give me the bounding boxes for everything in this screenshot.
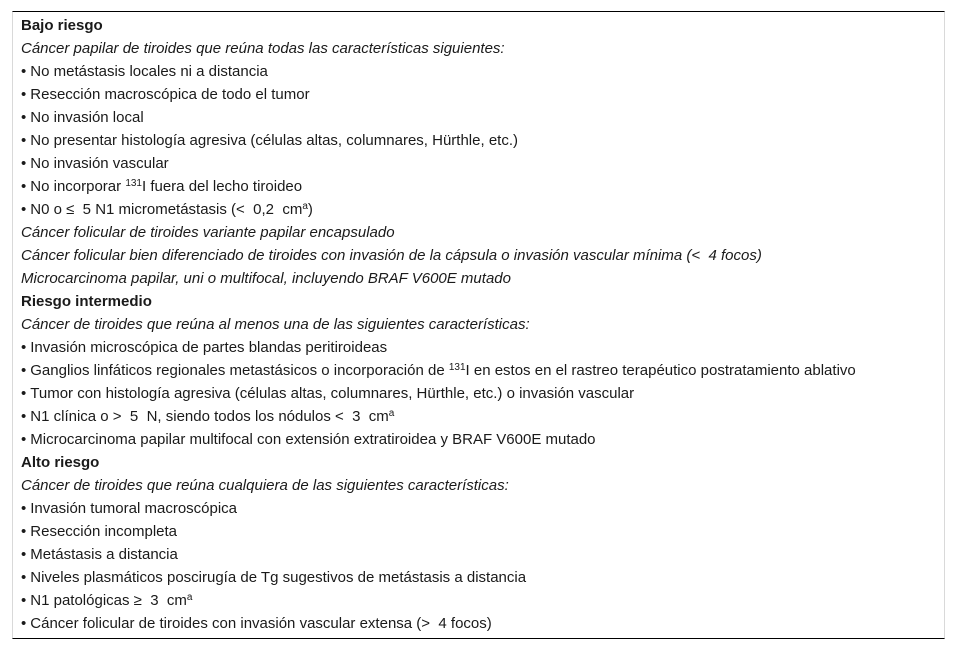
bullet: • — [21, 339, 27, 356]
category-line: Microcarcinoma papilar, uni o multifocal, incluyendo BRAF V600E mutado — [21, 270, 511, 287]
section-heading-intermediate-risk: Riesgo intermedio — [21, 293, 152, 310]
bullet: • — [21, 86, 27, 103]
list-item: • No invasión local — [21, 109, 144, 126]
list-item: • Resección incompleta — [21, 523, 178, 540]
list-item: • Ganglios linfáticos regionales metastásicos o incorporación de $^{131}$I en estos en el rastreo terapéutico postratamiento ablativo — [21, 362, 856, 379]
list-item: • Invasión microscópica de partes blandas peritiroideas — [21, 339, 388, 356]
bullet: • — [21, 109, 27, 126]
list-item: • Resección macroscópica de todo el tumor — [21, 86, 310, 103]
list-item: • No presentar histología agresiva (células altas, columnares, Hürthle, etc.) — [21, 132, 518, 149]
bullet: • — [21, 500, 27, 517]
bullet: • — [21, 201, 27, 218]
bullet: • — [21, 132, 27, 149]
list-item: • Microcarcinoma papilar multifocal con extensión extratiroidea y BRAF V600E mutado — [21, 431, 596, 448]
list-item: • No metástasis locales ni a distancia — [21, 63, 268, 80]
bullet: • — [21, 362, 27, 379]
section-intro-intermediate-risk: Cáncer de tiroides que reúna al menos una de las siguientes características: — [21, 316, 530, 333]
bullet: • — [21, 431, 27, 448]
risk-classification-table — [12, 11, 945, 639]
category-line: Cáncer folicular bien diferenciado de tiroides con invasión de la cápsula o invasión vascular mínima (< 4 focos) — [21, 247, 762, 264]
bullet: • — [21, 408, 27, 425]
bullet: • — [21, 385, 27, 402]
bullet: • — [21, 592, 27, 609]
list-item: • Cáncer folicular de tiroides con invasión vascular extensa (> 4 focos) — [21, 615, 492, 632]
section-heading-low-risk: Bajo riesgo — [21, 17, 103, 34]
section-heading-high-risk: Alto riesgo — [21, 454, 100, 471]
bullet: • — [21, 155, 27, 172]
bullet: • — [21, 63, 27, 80]
list-item: • Metástasis a distancia — [21, 546, 178, 563]
category-line: Cáncer folicular de tiroides variante papilar encapsulado — [21, 224, 395, 241]
bullet: • — [21, 615, 27, 632]
bullet: • — [21, 178, 27, 195]
bullet: • — [21, 569, 27, 586]
list-item: • Niveles plasmáticos poscirugía de Tg sugestivos de metástasis a distancia — [21, 569, 527, 586]
list-item: • Tumor con histología agresiva (células altas, columnares, Hürthle, etc.) o invasión vascular — [21, 385, 635, 402]
bullet: • — [21, 546, 27, 563]
list-item: • N0 o ≤ 5 N1 micrometástasis (< 0,2 $cm^a$) — [21, 201, 313, 218]
bullet: • — [21, 523, 27, 540]
list-item: • No incorporar $^{131}$I fuera del lecho tiroideo — [21, 178, 303, 195]
section-intro-high-risk: Cáncer de tiroides que reúna cualquiera de las siguientes características: — [21, 477, 509, 494]
list-item: • Invasión tumoral macroscópica — [21, 500, 238, 517]
list-item: • N1 clínica o > 5 N, siendo todos los nódulos < 3 $cm^a$ — [21, 408, 395, 425]
list-item: • No invasión vascular — [21, 155, 169, 172]
list-item: • N1 patológicas ≥ 3 $cm^a$ — [21, 592, 193, 609]
section-intro-low-risk: Cáncer papilar de tiroides que reúna todas las características siguientes: — [21, 40, 505, 57]
